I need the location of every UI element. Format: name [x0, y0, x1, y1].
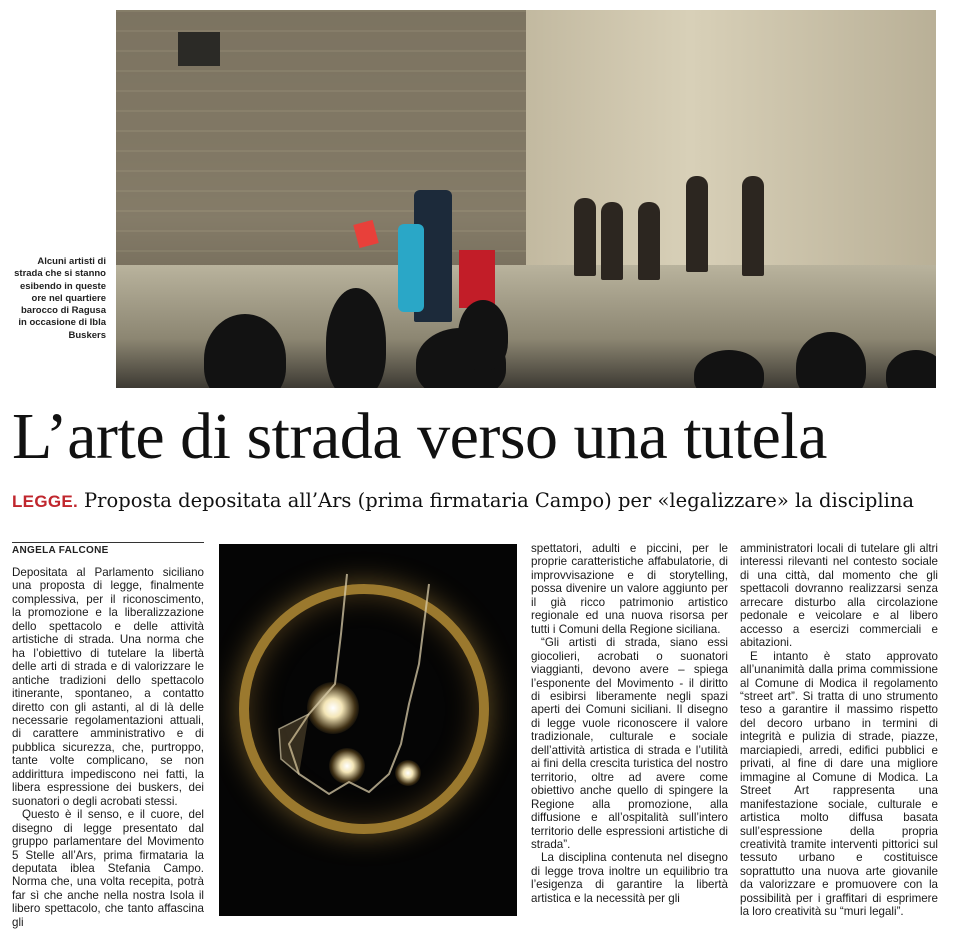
audience-head [326, 288, 386, 388]
paragraph: La disciplina contenuta nel disegno di legge trova inoltre un equilibrio tra l’esigenza di garantire la libertà artistica e la necessità per gli [531, 851, 728, 905]
paragraph: amministratori locali di tutelare gli altri interessi rilevanti nel contesto sociale di una città, dal momento che gli spettacoli dovranno realizzarsi senza arrecare disturbo alla circolazione pedonale e veicolare e al libero accesso a esercizi commerciali e abitazioni. [740, 542, 938, 650]
musician-figure [574, 198, 596, 276]
paragraph: Depositata al Parlamento siciliano una proposta di legge, finalmente complessiva, per il riconoscimento, la promozione e la liberalizzazione dello spettacolo e delle attività artistiche di strada. Una norma che ha l’obiettivo di tutelare la libertà delle arti di strada e di valorizzare le antiche tradizioni dello spettacolo itinerante, spontaneo, a contatto diretto con gli astanti, al di là delle necessarie regolamentazioni attuali, di carattere amministrativo e di pubblica sicurezza, che, purtroppo, tante volte complicano, se non addirittura impediscono nei fatti, la libera espressione dei buskers, dei suonatori o degli acrobati stessi. [12, 566, 204, 808]
musician-figure [601, 202, 623, 280]
author-byline: ANGELA FALCONE [12, 545, 109, 556]
article-column-2 [531, 542, 728, 905]
author-rule [12, 542, 204, 543]
paragraph: “Gli artisti di strada, siano essi giocolieri, acrobati o suonatori viaggianti, devono avere – spiega l’esponente del Movimento - il diritto di esibirsi liberamente negli spazi aperti dei Comuni siciliani. Il disegno di legge vuole riconoscere il valore tradizionale, culturale e sociale dell’attività artistica di strada e l’utilità ai fini della crescita turistica del nostro territorio, oltre ad avere come obiettivo anche quello di spingere la Regione alla promozione, alla diffusione e all’ospitalità sull’intero territorio delle espressioni artistiche di strada”. [531, 636, 728, 851]
paragraph: Questo è il senso, e il cuore, del disegno di legge presentato dal gruppo parlamentare del Movimento 5 Stelle all’Ars, prima firmataria la deputata iblea Stefania Campo. Norma che, una volta recepita, potrà far sì che anche nella nostra Isola il libero spettacolo, che tanto affascina gli [12, 808, 204, 929]
article-column-3 [740, 542, 938, 919]
headline: L’arte di strada verso una tutela [12, 400, 827, 473]
musician-figure [742, 176, 764, 276]
paragraph: E intanto è stato approvato all’unanimità dalla prima commissione al Comune di Modica il regolamento “street art”. Si tratta di uno strumento teso a garantire il massimo rispetto del decoro urbano in termini di integrità e pulizia di strade, piazze, marciapiedi, arredi, edifici pubblici e privati, al fine di dare una migliore immagine al Comune di Modica. La Street Art rappresenta una manifestazione sociale, culturale e artistica molto diffusa basata sull’espressione della propria creatività tramite interventi pittorici sul tessuto urbano e costituisce soprattutto una nuova arte giovanile da valorizzare e promuovere con la possibilità per i graffitari di esprimere la loro creatività su “muri legali”. [740, 649, 938, 919]
acrobat-silhouette [219, 544, 517, 916]
audience-head [458, 300, 508, 370]
street-performers-photo [116, 10, 936, 388]
subheadline [12, 489, 952, 512]
acrobat-night-photo [219, 544, 517, 916]
photo-caption: Alcuni artisti di strada che si stanno esibendo in queste ore nel quartiere barocco di Ragusa in occasione di Ibla Buskers [14, 256, 106, 341]
article-column-1 [12, 566, 204, 929]
child-figure [398, 224, 424, 312]
subhead-text: Proposta depositata all’Ars (prima firmataria Campo) per «legalizzare» la disciplina [84, 489, 915, 512]
wall-window [178, 32, 220, 66]
kicker-label: LEGGE. [12, 492, 79, 511]
paragraph: spettatori, adulti e piccini, per le proprie caratteristiche affabulatorie, di improvvisazione e di storytelling, possa divenire un valore aggiunto per il già ricco patrimonio artistico regionale ed una nuova risorsa per tutti i Comuni della Regione siciliana. [531, 542, 728, 636]
musician-figure [638, 202, 660, 280]
red-prop-box [459, 250, 495, 308]
musician-figure [686, 176, 708, 272]
